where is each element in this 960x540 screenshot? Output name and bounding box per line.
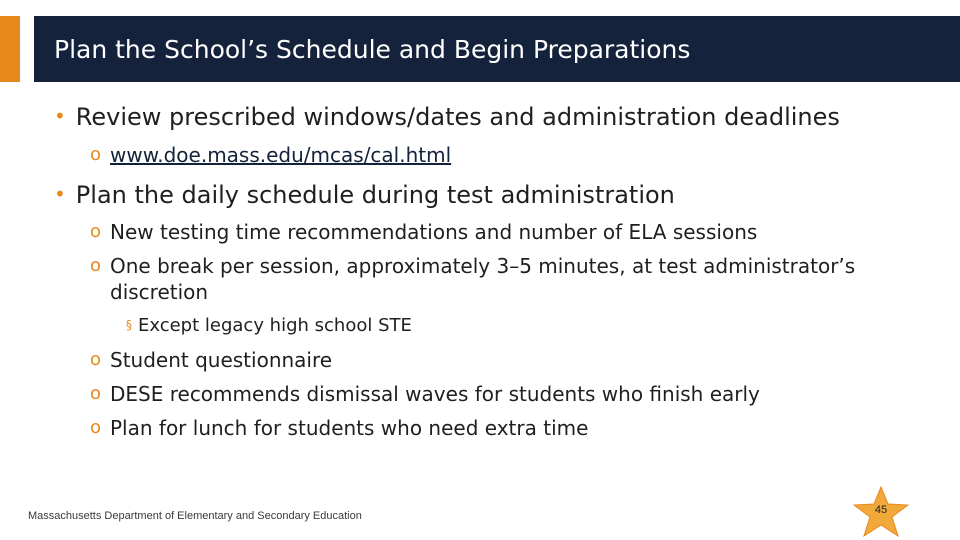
sub-bullet-testing-time [90,219,910,245]
sub-bullet-cal-link [90,142,910,168]
title-accent-bar [0,16,20,82]
sub-bullet-questionnaire [90,347,910,373]
sub-sub-bullet-marker: § [126,318,132,332]
sub-bullet-break [90,253,910,305]
bullet-daily-schedule [54,181,675,209]
sub-sub-bullet-legacy-ste [126,315,412,336]
page-number: 45 [874,504,888,516]
footer-organization: Massachusetts Department of Elementary and Secondary Education [28,510,362,522]
sub-bullet-marker: o [90,144,102,165]
sub-bullet-marker: o [90,221,102,242]
sub-bullet-marker: o [90,383,102,404]
slide-title: Plan the School’s Schedule and Begin Preparations [54,34,691,64]
sub-bullet-lunch [90,415,910,441]
bullet-text: Review prescribed windows/dates and administration deadlines [75,103,840,131]
mcas-calendar-link[interactable]: www.doe.mass.edu/mcas/cal.html [110,143,452,167]
sub-bullet-marker: o [90,349,102,370]
title-band [34,16,960,82]
bullet-text: Plan the daily schedule during test administration [75,181,675,209]
sub-bullet-text: DESE recommends dismissal waves for students who finish early [110,382,760,406]
bullet-marker: • [54,104,66,128]
bullet-marker: • [54,182,66,206]
sub-bullet-text: New testing time recommendations and number of ELA sessions [110,220,758,244]
sub-bullet-text: One break per session, approximately 3–5 minutes, at test administrator’s discretion [110,254,856,304]
bullet-review-deadlines [54,103,840,131]
sub-bullet-marker: o [90,417,102,438]
sub-bullet-text: Plan for lunch for students who need extra time [110,416,589,440]
sub-bullet-dismissal [90,381,910,407]
sub-bullet-text: Student questionnaire [110,348,333,372]
sub-bullet-marker: o [90,255,102,276]
sub-sub-bullet-text: Except legacy high school STE [138,315,412,336]
